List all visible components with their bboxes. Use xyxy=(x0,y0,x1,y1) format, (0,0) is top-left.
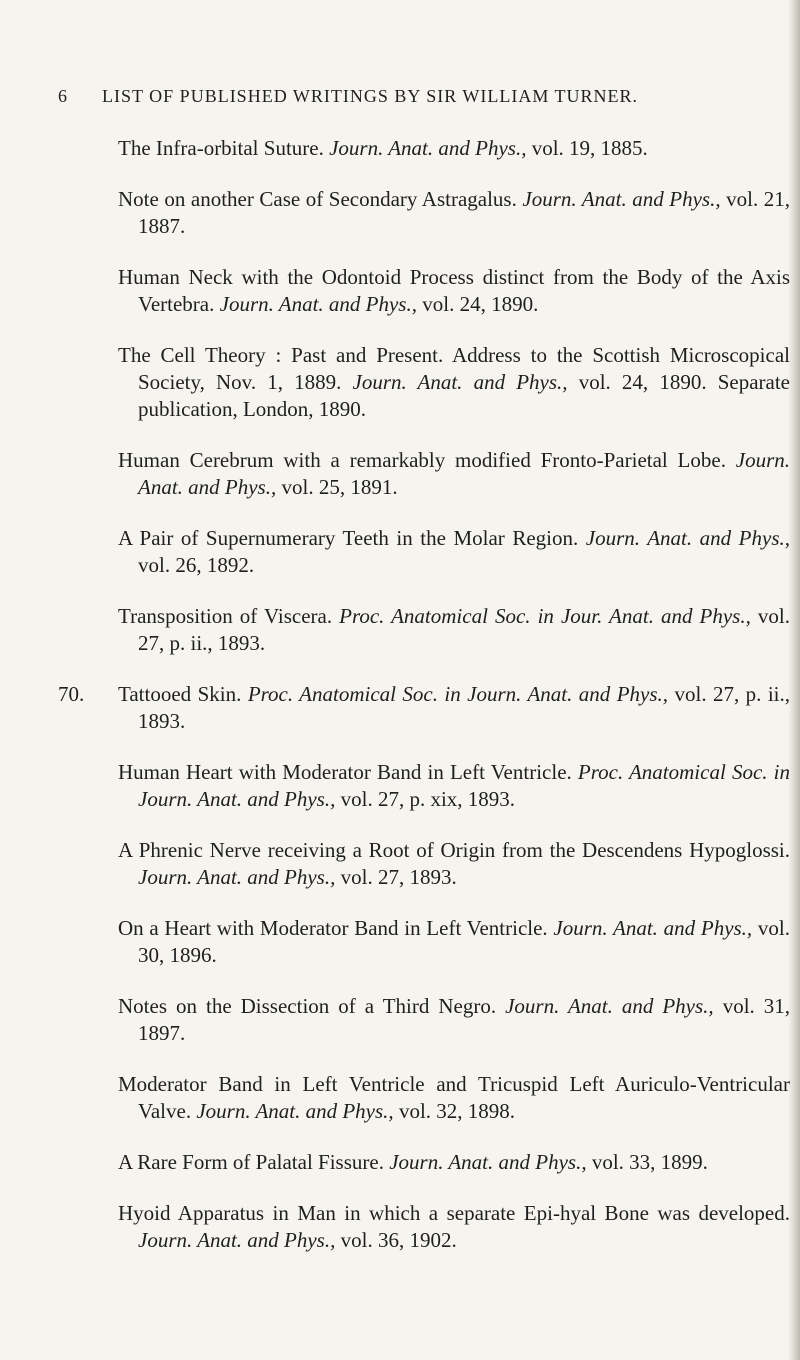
running-title: LIST OF PUBLISHED WRITINGS BY SIR WILLIAM TURNER. xyxy=(102,86,639,106)
entry-details: vol. 36, 1902. xyxy=(340,1228,457,1252)
publication-entry xyxy=(58,837,790,891)
entry-details: vol. 24, 1890. xyxy=(422,292,539,316)
entry-journal: Journ. Anat. and Phys., xyxy=(138,865,336,889)
publication-entry xyxy=(58,1071,790,1125)
entry-number: 70. xyxy=(58,682,85,706)
entry-title: Tattooed Skin. xyxy=(118,682,242,706)
entry-title: A Phrenic Nerve receiving a Root of Origin from the Descendens Hypoglossi. xyxy=(118,838,790,862)
entry-title: Human Neck with the Odontoid Process distinct from the Body of the Axis Vertebra. xyxy=(118,265,790,316)
entry-journal: Proc. Anatomical Soc. in Jour. Anat. and Phys., xyxy=(339,604,751,628)
publication-entry xyxy=(58,1149,790,1176)
entry-title: Notes on the Dissection of a Third Negro. xyxy=(118,994,497,1018)
publication-entry xyxy=(58,447,790,501)
entry-title: Transposition of Viscera. xyxy=(118,604,333,628)
entry-details: vol. 27, p. ii., 1893. xyxy=(138,604,790,655)
page-number: 6 xyxy=(58,86,68,106)
entry-journal: Journ. Anat. and Phys., xyxy=(138,448,791,499)
publication-entry xyxy=(58,759,790,813)
entry-details: vol. 27, 1893. xyxy=(340,865,457,889)
entry-details: vol. 32, 1898. xyxy=(398,1099,516,1123)
entry-details: vol. 25, 1891. xyxy=(281,475,398,499)
entry-journal: Journ. Anat. and Phys., xyxy=(553,916,753,940)
entry-journal: Journ. Anat. and Phys., xyxy=(329,136,527,160)
entry-details: vol. 24, 1890. Separate publication, London, 1890. xyxy=(138,370,791,421)
publication-entry xyxy=(58,342,790,423)
entry-title: A Rare Form of Palatal Fissure. xyxy=(118,1150,384,1174)
entry-title: Human Heart with Moderator Band in Left Ventricle. xyxy=(118,760,572,784)
publication-entry xyxy=(58,525,790,579)
entry-journal: Proc. Anatomical Soc. in Journ. Anat. and Phys., xyxy=(247,682,669,706)
entry-title: On a Heart with Moderator Band in Left Ventricle. xyxy=(118,916,548,940)
entry-title: Note on another Case of Secondary Astragalus. xyxy=(118,187,517,211)
entry-journal: Journ. Anat. and Phys., xyxy=(138,1228,336,1252)
entry-details: vol. 30, 1896. xyxy=(138,916,791,967)
publication-entry xyxy=(58,993,790,1047)
entry-journal: Proc. Anatomical Soc. in Journ. Anat. and Phys., xyxy=(138,760,790,811)
publication-entry xyxy=(58,681,790,735)
entry-journal: Journ. Anat. and Phys., xyxy=(352,370,568,394)
running-header xyxy=(58,86,758,107)
entry-details: vol. 27, p. ii., 1893. xyxy=(138,682,791,733)
entry-journal: Journ. Anat. and Phys., xyxy=(219,292,417,316)
publication-list xyxy=(58,114,790,1278)
entry-details: vol. 19, 1885. xyxy=(531,136,648,160)
entry-journal: Journ. Anat. and Phys., xyxy=(196,1099,394,1123)
entry-title: The Cell Theory : Past and Present. Address to the Scottish Microscopical Society, Nov. 1, 1889. xyxy=(118,343,790,394)
entry-details: vol. 21, 1887. xyxy=(138,187,791,238)
publication-entry xyxy=(58,603,790,657)
entry-journal: Journ. Anat. and Phys., xyxy=(505,994,714,1018)
entry-details: vol. 33, 1899. xyxy=(591,1150,708,1174)
publication-entry xyxy=(58,135,790,162)
entry-journal: Journ. Anat. and Phys., xyxy=(522,187,721,211)
entry-journal: Journ. Anat. and Phys., xyxy=(585,526,790,550)
entry-journal: Journ. Anat. and Phys., xyxy=(389,1150,587,1174)
entry-details: vol. 27, p. xix, 1893. xyxy=(340,787,516,811)
entry-title: Human Cerebrum with a remarkably modified Fronto-Parietal Lobe. xyxy=(118,448,726,472)
publication-entry xyxy=(58,264,790,318)
entry-details: vol. 26, 1892. xyxy=(138,553,255,577)
publication-entry xyxy=(58,915,790,969)
entry-title: Moderator Band in Left Ventricle and Tricuspid Left Auriculo-Ventricular Valve. xyxy=(118,1072,790,1123)
entry-details: vol. 31, 1897. xyxy=(138,994,791,1045)
publication-entry xyxy=(58,1200,790,1254)
entry-title: A Pair of Supernumerary Teeth in the Molar Region. xyxy=(118,526,579,550)
entry-title: The Infra-orbital Suture. xyxy=(118,136,324,160)
publication-entry xyxy=(58,186,790,240)
entry-title: Hyoid Apparatus in Man in which a separate Epi-hyal Bone was developed. xyxy=(118,1201,790,1225)
